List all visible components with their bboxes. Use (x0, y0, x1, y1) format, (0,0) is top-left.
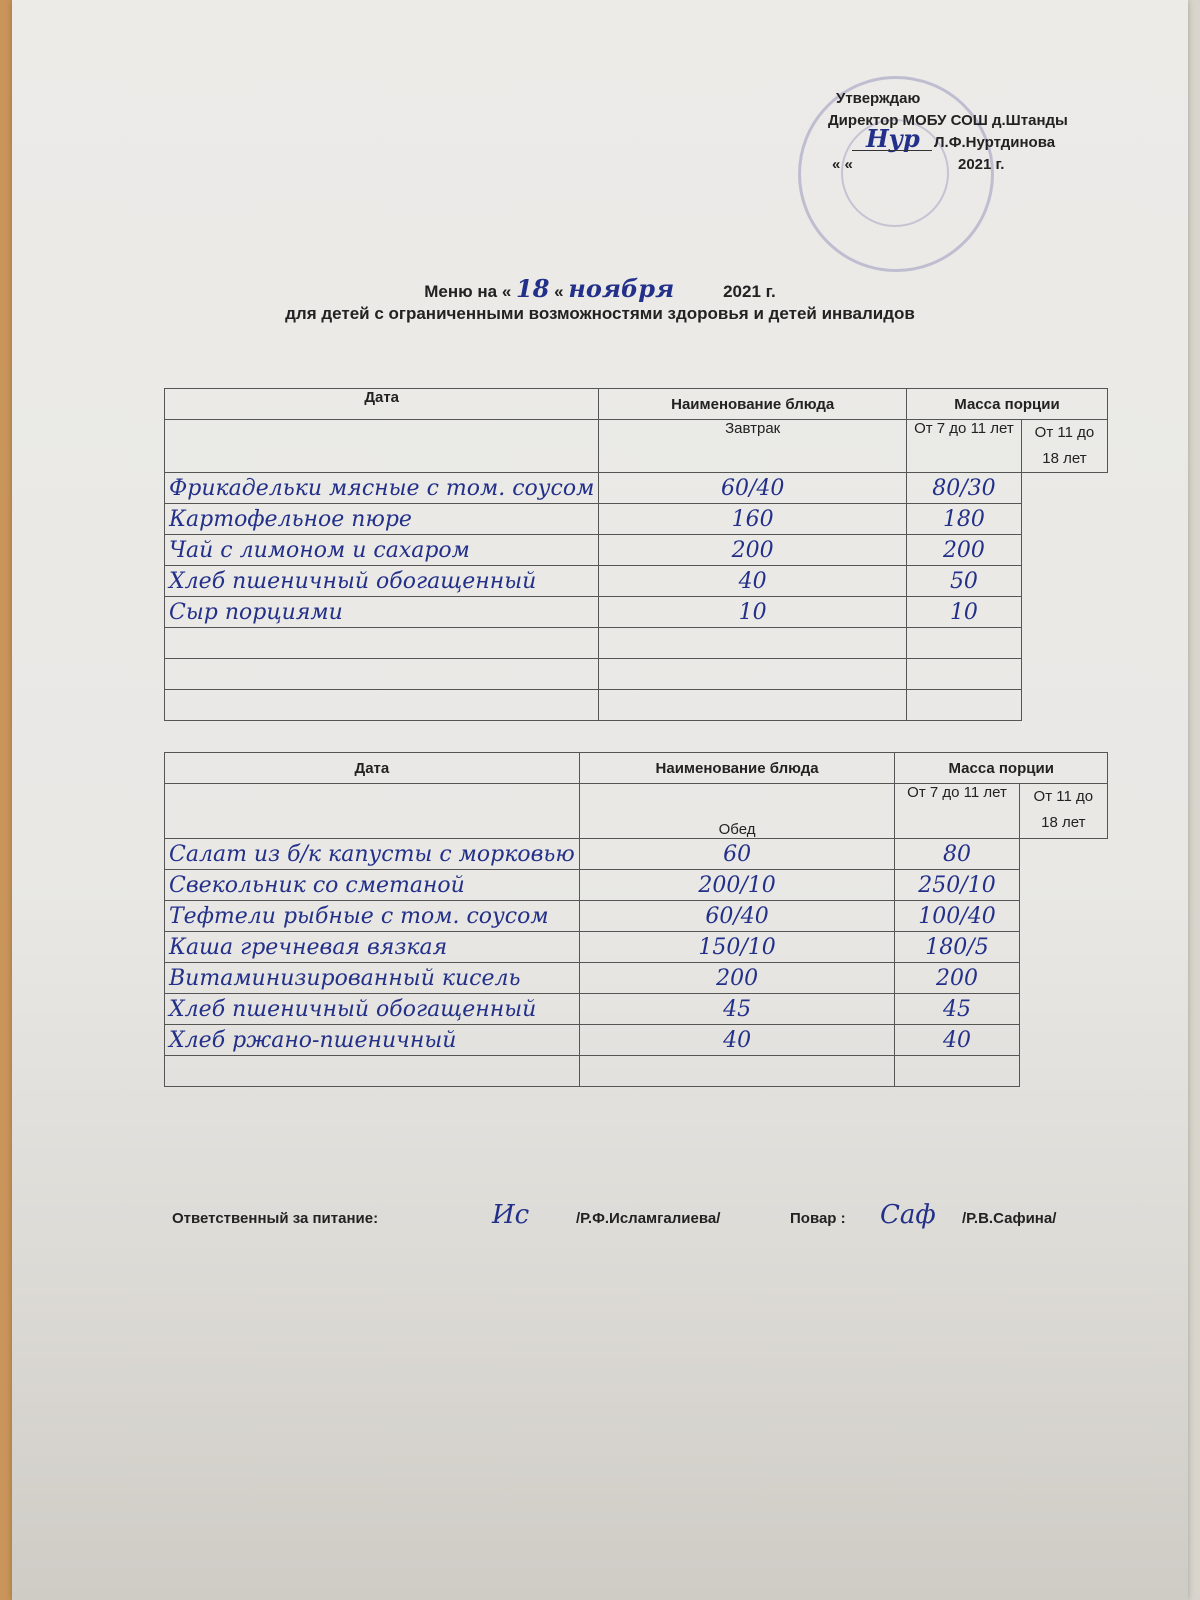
portion-7-11: 45 (579, 994, 895, 1025)
portion-11-18 (906, 628, 1021, 659)
col-date: Дата (165, 389, 599, 420)
title-day: 18 (516, 274, 550, 303)
menu-row (165, 839, 1108, 870)
dish-name: Хлеб ржано-пшеничный (165, 1025, 580, 1056)
cook-signature: Саф (880, 1200, 936, 1230)
dish-name: Чай с лимоном и сахаром (165, 535, 599, 566)
dish-name (165, 659, 599, 690)
portion-11-18: 50 (906, 566, 1021, 597)
col-mass: Масса порции (895, 753, 1108, 784)
approval-date-quotes: « « (832, 156, 853, 173)
menu-row (165, 901, 1108, 932)
title-prefix: Меню на « (424, 282, 512, 301)
dish-name: Витаминизированный кисель (165, 963, 580, 994)
menu-title (0, 274, 1200, 303)
portion-7-11: 200/10 (579, 870, 895, 901)
lunch-date-cell (165, 784, 580, 839)
title-month: ноября (568, 274, 675, 303)
portion-7-11: 60 (579, 839, 895, 870)
breakfast-date-cell (165, 420, 599, 473)
dish-name: Сыр порциями (165, 597, 599, 628)
portion-11-18: 180 (906, 504, 1021, 535)
menu-row (165, 932, 1108, 963)
portion-11-18: 200 (895, 963, 1019, 994)
menu-row (165, 535, 1108, 566)
breakfast-header-row (165, 389, 1108, 420)
portion-11-18: 45 (895, 994, 1019, 1025)
portion-7-11 (599, 659, 907, 690)
title-year: 2021 г. (723, 282, 776, 301)
breakfast-subheader-row (165, 420, 1108, 473)
approval-line2: Директор МОБУ СОШ д.Штанды (828, 112, 1068, 129)
portion-11-18: 80 (895, 839, 1019, 870)
section-lunch: Обед (579, 784, 895, 839)
portion-7-11 (579, 1056, 895, 1087)
menu-row (165, 597, 1108, 628)
lunch-subheader-row (165, 784, 1108, 839)
portion-7-11: 200 (599, 535, 907, 566)
approval-date-line (832, 154, 1136, 176)
portion-7-11 (599, 628, 907, 659)
menu-row (165, 963, 1108, 994)
portion-7-11: 40 (599, 566, 907, 597)
menu-subtitle: для детей с ограниченными возможностями здоровья и детей инвалидов (285, 304, 915, 323)
lunch-table (164, 752, 1108, 1087)
age-7-11: От 7 до 11 лет (906, 420, 1021, 473)
dish-name: Свекольник со сметаной (165, 870, 580, 901)
dish-name: Тефтели рыбные с том. соусом (165, 901, 580, 932)
col-name: Наименование блюда (579, 753, 895, 784)
dish-name: Картофельное пюре (165, 504, 599, 535)
portion-7-11: 150/10 (579, 932, 895, 963)
background-edge (0, 0, 12, 1600)
portion-11-18 (906, 690, 1021, 721)
portion-11-18 (906, 659, 1021, 690)
approval-signature-line (836, 124, 1136, 154)
portion-7-11: 200 (579, 963, 895, 994)
portion-11-18: 180/5 (895, 932, 1019, 963)
dish-name: Салат из б/к капусты с морковью (165, 839, 580, 870)
menu-row (165, 994, 1108, 1025)
approval-year: 2021 г. (958, 156, 1005, 173)
age-11-18: От 11 до 18 лет (1021, 420, 1107, 473)
dish-name (165, 1056, 580, 1087)
portion-11-18: 80/30 (906, 473, 1021, 504)
portion-7-11 (599, 690, 907, 721)
responsible-name: /Р.Ф.Исламгалиева/ (576, 1210, 721, 1227)
portion-11-18: 10 (906, 597, 1021, 628)
dish-name: Фрикадельки мясные с том. соусом (165, 473, 599, 504)
menu-row (165, 690, 1108, 721)
section-breakfast: Завтрак (599, 420, 907, 473)
director-name: Л.Ф.Нуртдинова (934, 134, 1056, 151)
col-mass: Масса порции (906, 389, 1107, 420)
responsible-label: Ответственный за питание: (172, 1210, 379, 1227)
menu-row (165, 870, 1108, 901)
menu-row (165, 566, 1108, 597)
approval-block (828, 88, 1136, 176)
col-date: Дата (165, 753, 580, 784)
dish-name: Хлеб пшеничный обогащенный (165, 566, 599, 597)
age-7-11: От 7 до 11 лет (895, 784, 1019, 839)
portion-7-11: 160 (599, 504, 907, 535)
portion-7-11: 60/40 (599, 473, 907, 504)
portion-11-18: 250/10 (895, 870, 1019, 901)
col-name: Наименование блюда (599, 389, 907, 420)
menu-row (165, 473, 1108, 504)
cook-label: Повар : (790, 1210, 846, 1227)
age-11-18: От 11 до 18 лет (1019, 784, 1107, 839)
dish-name: Хлеб пшеничный обогащенный (165, 994, 580, 1025)
portion-7-11: 40 (579, 1025, 895, 1056)
director-signature: Нур (866, 124, 920, 153)
portion-7-11: 10 (599, 597, 907, 628)
lunch-header-row (165, 753, 1108, 784)
menu-row (165, 628, 1108, 659)
dish-name (165, 628, 599, 659)
approval-line1: Утверждаю (836, 90, 921, 107)
menu-row (165, 1056, 1108, 1087)
portion-7-11: 60/40 (579, 901, 895, 932)
portion-11-18: 100/40 (895, 901, 1019, 932)
signature-underline (852, 150, 932, 151)
title-mid: « (554, 282, 564, 301)
dish-name (165, 690, 599, 721)
breakfast-table (164, 388, 1108, 721)
portion-11-18: 40 (895, 1025, 1019, 1056)
menu-row (165, 659, 1108, 690)
portion-11-18: 200 (906, 535, 1021, 566)
menu-row (165, 504, 1108, 535)
dish-name: Каша гречневая вязкая (165, 932, 580, 963)
responsible-signature: Ис (492, 1200, 530, 1230)
cook-name: /Р.В.Сафина/ (962, 1210, 1057, 1227)
menu-row (165, 1025, 1108, 1056)
portion-11-18 (895, 1056, 1019, 1087)
